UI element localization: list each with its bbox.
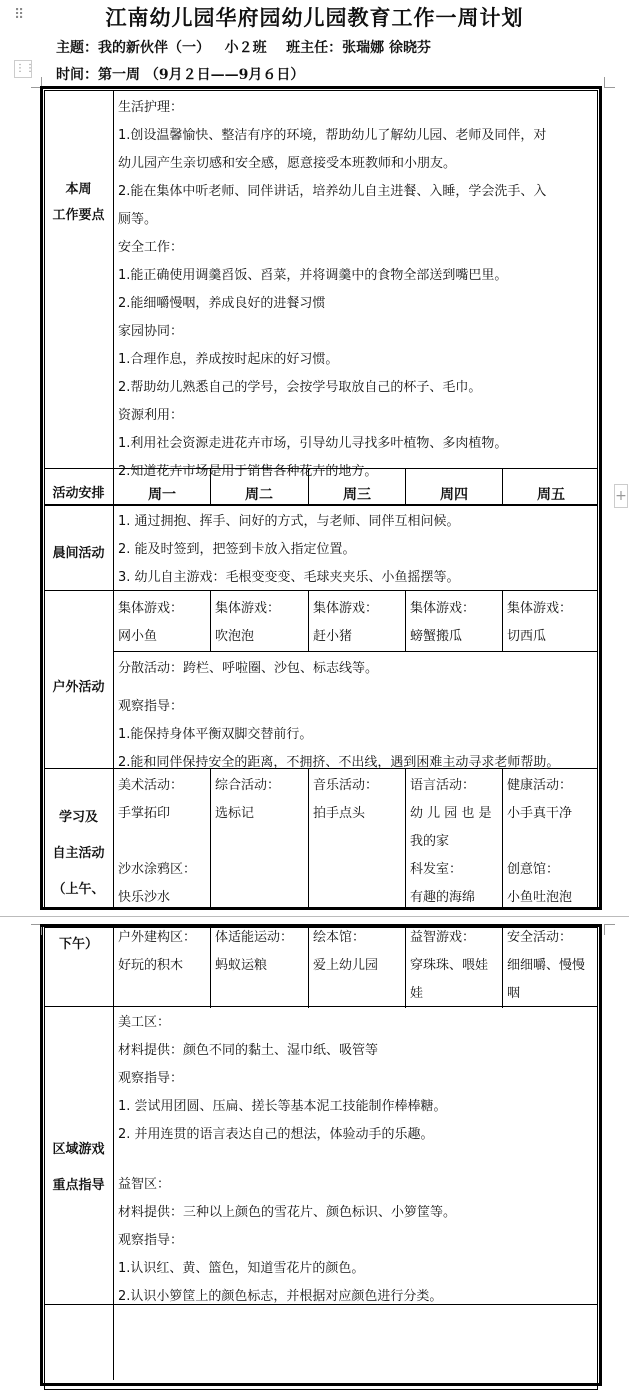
outdoor-text: 分散活动：跨栏、呼啦圈、沙包、标志线等。 观察指导： 1.能保持身体平衡双脚交替前行。 2.能和同伴保持安全的距离，不拥挤、不出线，遇到困难主动寻求老师帮助。 bbox=[118, 661, 560, 770]
page-break bbox=[0, 910, 629, 924]
drag-handle-icon[interactable]: ⠿ bbox=[14, 7, 25, 23]
area-text: 美工区： 材料提供：颜色不同的黏土、湿巾纸、吸管等 观察指导： 1. 尝试用团圆、压扁、搓长等基本泥工技能制作棒棒糖。 2. 并用连贯的语言表达自己的想法，体验动手的乐趣。 益智区： 材料提供：三种以上颜色的雪花片、颜色标识、小箩筐等。 观察指导： 1.认识红、黄、篮色，知道雪花片的颜色。 2.认识小箩筐上的颜色标志，并根据对应颜色进行分类。 bbox=[118, 1015, 457, 1304]
study2-cell-fri: 安全活动： 细细嚼、慢慢 咽 bbox=[507, 930, 586, 1001]
corner-mark bbox=[604, 924, 615, 935]
add-column-icon[interactable]: + bbox=[614, 484, 628, 508]
area-label: 区域游戏 重点指导 bbox=[52, 1142, 105, 1193]
study-cell-thu: 语言活动： 幼 儿 园 也 是 我的家 科发室： 有趣的海绵 bbox=[410, 778, 492, 905]
day-mon: 周一 bbox=[148, 487, 176, 503]
morning-text: 1. 通过拥抱、挥手、问好的方式，与老师、同伴互相问候。 2. 能及时签到，把签到卡放入指定位置。 3. 幼儿自主游戏：毛根变变变、毛球夹夹乐、小鱼摇摆等。 bbox=[118, 514, 460, 585]
day-thu: 周四 bbox=[440, 487, 468, 503]
study-label: 学习及 自主活动 （上午、 bbox=[52, 810, 105, 897]
corner-mark bbox=[604, 77, 615, 88]
theme-line: 主题：我的新伙伴（一） 小２班 班主任：张瑞娜 徐晓芬 bbox=[56, 40, 431, 56]
menu-icon[interactable]: ⋮⋮ bbox=[14, 60, 32, 78]
time-line: 时间：第一周 （9月２日——9月６日） bbox=[56, 67, 305, 83]
outdoor-label: 户外活动 bbox=[52, 680, 105, 695]
schedule-label: 活动安排 bbox=[52, 486, 105, 501]
outdoor-game-wed: 集体游戏： 赶小猪 bbox=[313, 601, 379, 644]
study2-cell-mon: 户外建构区： 好玩的积木 bbox=[118, 930, 197, 973]
day-fri: 周五 bbox=[537, 487, 565, 503]
study-label-cont: 下午） bbox=[58, 937, 98, 952]
study-cell-mon: 美术活动： 手掌拓印 沙水涂鸦区： 快乐沙水 bbox=[118, 778, 197, 905]
page-title: 江南幼儿园华府园幼儿园教育工作一周计划 bbox=[105, 5, 524, 30]
study-cell-tue: 综合活动： 选标记 bbox=[215, 778, 281, 821]
outdoor-game-fri: 集体游戏： 切西瓜 bbox=[507, 601, 573, 644]
focus-text: 生活护理： 1.创设温馨愉快、整洁有序的环境，帮助幼儿了解幼儿园、老师及同伴，对 幼儿园产生亲切感和安全感，愿意接受本班教师和小朋友。 2.能在集体中听老师、同伴讲话，培养幼儿自主进餐、入睡，学会洗手、入 厕等。 安全工作： 1.能正确使用调羹舀饭、舀菜，并将调羹中的食物全部送到嘴巴里。 2.能细嚼慢咽，养成良好的进餐习惯 家园协同： 1.合理作息，养成按时起床的好习惯。 2.帮助幼儿熟悉自己的学号，会按学号取放自己的杯子、毛巾。 资源利用： 1.利用社会资源走进花卉市场，引导幼儿寻找多叶植物、多肉植物。 2.知道花卉市场是用于销售各种花卉的地方。 bbox=[118, 100, 547, 479]
outdoor-game-tue: 集体游戏： 吹泡泡 bbox=[215, 601, 281, 644]
outdoor-game-thu: 集体游戏： 螃蟹搬瓜 bbox=[410, 601, 476, 644]
study2-cell-thu: 益智游戏： 穿珠珠、喂娃 娃 bbox=[410, 930, 489, 1001]
day-wed: 周三 bbox=[343, 487, 371, 503]
study2-cell-tue: 体适能运动： 蚂蚁运粮 bbox=[215, 930, 294, 973]
study2-cell-wed: 绘本馆： 爱上幼儿园 bbox=[313, 930, 379, 973]
outdoor-game-mon: 集体游戏： 网小鱼 bbox=[118, 601, 184, 644]
study-cell-wed: 音乐活动： 拍手点头 bbox=[313, 778, 379, 821]
morning-label: 晨间活动 bbox=[52, 546, 105, 561]
focus-label: 本周 工作要点 bbox=[52, 182, 105, 223]
study-cell-fri: 健康活动： 小手真干净 创意馆： 小鱼吐泡泡 bbox=[507, 778, 573, 905]
day-tue: 周二 bbox=[245, 487, 273, 503]
